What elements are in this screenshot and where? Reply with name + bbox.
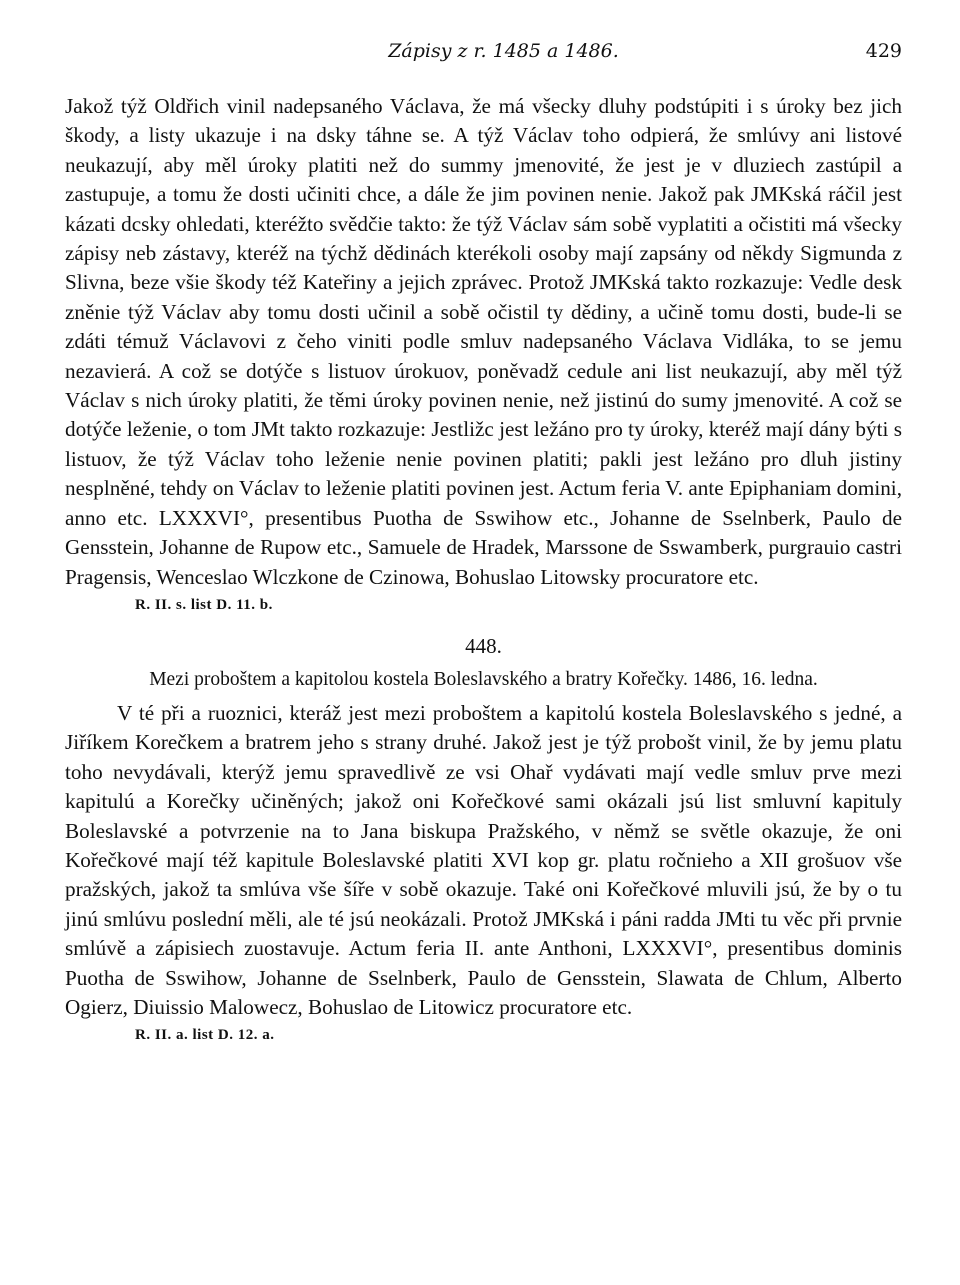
entry-number: 448.	[465, 633, 502, 658]
entry-text: V té při a ruoznici, kteráž jest mezi proboštem a kapitolú kostela Boleslavského s jedné, a Jiříkem Korečkem a bratrem jeho s strany druhé. Jakož jest je týž probošt vinil, že by jemu platu toho nevydávali, kterýž jemu spravedlivě ze vsi Ohař vydávati mají vedle smluv prve mezi kapitulú a Korečky učiněných; jakož oni Kořečkové sami okázali jsú list smluvní kapituly Boleslavské a potvrzenie na to Jana biskupa Pražského, v němž se světle okazuje, že oni Kořečkové mají též kapitule Boleslavské platiti XVI kop gr. platu ročnieho a XII grošuov vše pražských, jakož ta smlúva vše šíře v sobě okazuje. Také oni Kořečkové mluvili jsú, že by o tu jinú smlúvu poslední měli, ale té jsú neokázali. Protož JMKská i páni radda JMti tu věc při prvnie smlúvě a zápisiech zuostavuje. Actum feria II. ante Anthoni, LXXXVI°, presentibus dominis Puotha de Sswihow, Johanne de Sselnberk, Paulo de Gensstein, Slawata de Chlum, Alberto Ogierz, Diuissio Malowecz, Bohuslao de Litowicz procuratore etc.	[65, 700, 902, 1019]
continued-entry-source: R. II. s. list D. 11. b.	[135, 596, 273, 613]
entry-source: R. II. a. list D. 12. a.	[135, 1027, 275, 1044]
running-head	[65, 40, 902, 70]
running-title: Zápisy z r. 1485 a 1486.	[388, 40, 619, 62]
continued-entry-text: Jakož týž Oldřich vinil nadepsaného Václava, že má všecky dluhy podstúpiti i s úroky bez jich škody, a listy ukazuje i na dsky táhne se. A týž Václav toho odpierá, že smlúvy ani listové neukazují, aby měl úroky platiti než do summy jmenovité, že jest je v dluziech zastúpil a zastupuje, a tomu že dosti učiniti chce, a dále že jim povinen nenie. Jakož pak JMKská ráčil jest kázati dcsky ohledati, kteréžto svědčie takto: že týž Václav sám sobě vyplatiti a očistiti má všecky zápisy neb zástavy, kteréž na týchž dědinách kterékoli osoby mají zapsány od někdy Sigmunda z Slivna, beze všie škody též Kateřiny a jejich zprávec. Protož JMKská takto rozkazuje: Vedle desk zněnie týž Václav aby tomu dosti učinil a sobě očistil ty dědiny, a učině tomu dosti, bude-li se zdáti témuž Václavovi z čeho viniti podle smluv nadepsaného Václava Vidláka, to se jemu nezavierá. A což se dotýče s listuov úrokuov, poněvadž cedule ani list neukazují, aby měl týž Václav s nich úroky platiti, že těmi úroky povinen nenie, než jistinú do sumy jmenovité. A což se dotýče leženie, o tom JMt takto rozkazuje: Jestližc jest ležáno pro ty úroky, kteréž mají dány býti s listuov, že týž Václav toho leženie nenie povinen platiti; pakli jest ležáno pro dluh jistiny nesplněné, tehdy on Václav to leženie platiti povinen jest. Actum feria V. ante Epiphaniam domini, anno etc. LXXXVI°, presentibus Puotha de Sswihow etc., Johanne de Sselnberk, Paulo de Gensstein, Johanne de Rupow etc., Samuele de Hradek, Marssone de Sswamberk, purgrauio castri Pragensis, Wenceslao Wlczkone de Czinowa, Bohuslao Litowsky procuratore etc.	[65, 94, 902, 589]
page-number: 429	[865, 40, 902, 62]
document-page	[65, 40, 902, 1044]
entry-heading: Mezi proboštem a kapitolou kostela Boleslavského a bratry Kořečky. 1486, 16. ledna.	[149, 668, 818, 690]
